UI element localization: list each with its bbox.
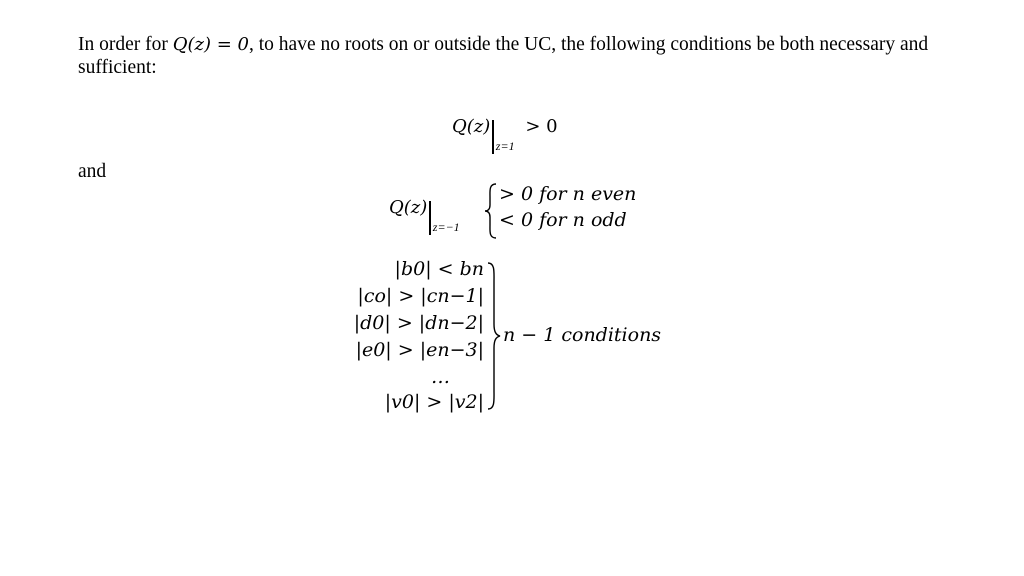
- evaluation-bar: [492, 120, 494, 154]
- left-curly-brace: [483, 183, 499, 239]
- condition-row: |d0| > |dn−2|: [353, 312, 484, 334]
- condition-1-lhs: Q(z): [452, 116, 491, 137]
- table-conditions: [353, 256, 662, 416]
- condition-row: |b0| < bn: [394, 258, 484, 280]
- intro-paragraph: [78, 33, 958, 79]
- condition-1-rhs: > 0: [525, 116, 558, 137]
- intro-math: Q(z) = 0: [172, 34, 250, 55]
- conditions-summary: n − 1 conditions: [503, 324, 662, 346]
- condition-2-lhs-group: [389, 197, 460, 235]
- condition-row: |co| > |cn−1|: [357, 285, 484, 307]
- intro-after: , to have no roots on or outside the UC, the following conditions be both necessary and sufficient:: [78, 34, 929, 78]
- condition-row-ellipsis: …: [431, 366, 450, 388]
- case-even: > 0 for n even: [499, 183, 637, 205]
- condition-1-equation: [452, 116, 558, 154]
- condition-row: |v0| > |v2|: [384, 391, 484, 413]
- condition-2-lhs: Q(z): [389, 197, 428, 218]
- connector-text: and: [78, 161, 107, 182]
- condition-1-subscript: z=1: [495, 139, 515, 153]
- condition-2-subscript: z=−1: [432, 220, 460, 234]
- right-curly-brace: [486, 262, 502, 410]
- condition-row: |e0| > |en−3|: [355, 339, 484, 361]
- case-odd: < 0 for n odd: [499, 209, 627, 231]
- evaluation-bar: [429, 201, 431, 235]
- intro-before: In order for: [78, 34, 173, 55]
